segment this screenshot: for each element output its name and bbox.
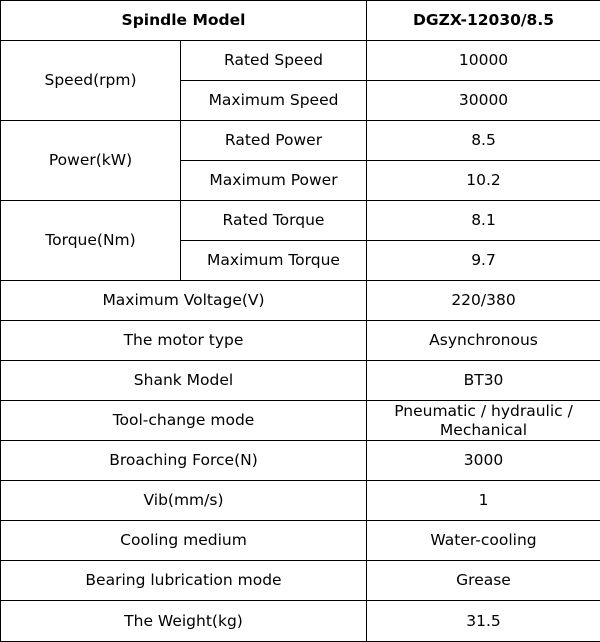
value-cell: 1 — [367, 481, 600, 521]
group-label-torque: Torque(Nm) — [1, 201, 181, 281]
value-cell: Water-cooling — [367, 521, 600, 561]
header-value-cell: DGZX-12030/8.5 — [367, 1, 600, 41]
table-row — [1, 401, 600, 441]
table-row — [1, 41, 600, 81]
table-row — [1, 321, 600, 361]
sub-label-cell: Maximum Power — [181, 161, 367, 201]
value-line: Mechanical — [369, 421, 598, 440]
table-row — [1, 481, 600, 521]
row-label-cell: Broaching Force(N) — [1, 441, 367, 481]
table-row — [1, 601, 600, 642]
value-cell: 8.1 — [367, 201, 600, 241]
sub-label-cell: Maximum Torque — [181, 241, 367, 281]
table-row — [1, 281, 600, 321]
sub-label-cell: Rated Speed — [181, 41, 367, 81]
table-row — [1, 521, 600, 561]
row-label-cell: Vib(mm/s) — [1, 481, 367, 521]
value-cell: 220/380 — [367, 281, 600, 321]
table-row — [1, 561, 600, 601]
group-label-power: Power(kW) — [1, 121, 181, 201]
row-label-cell: The motor type — [1, 321, 367, 361]
table-row — [1, 201, 600, 241]
row-label-cell: Cooling medium — [1, 521, 367, 561]
row-label-cell: Maximum Voltage(V) — [1, 281, 367, 321]
value-cell: 9.7 — [367, 241, 600, 281]
sub-label-cell: Rated Power — [181, 121, 367, 161]
value-cell: BT30 — [367, 361, 600, 401]
value-cell — [367, 401, 600, 441]
table-row — [1, 361, 600, 401]
group-label-speed: Speed(rpm) — [1, 41, 181, 121]
sub-label-cell: Rated Torque — [181, 201, 367, 241]
value-cell: 3000 — [367, 441, 600, 481]
row-label-cell: The Weight(kg) — [1, 601, 367, 642]
value-cell: 10.2 — [367, 161, 600, 201]
table-row — [1, 441, 600, 481]
value-cell: Asynchronous — [367, 321, 600, 361]
row-label-cell: Shank Model — [1, 361, 367, 401]
value-cell: 31.5 — [367, 601, 600, 642]
table-row — [1, 121, 600, 161]
value-line: Pneumatic / hydraulic / — [369, 402, 598, 421]
value-cell: 30000 — [367, 81, 600, 121]
value-cell: 8.5 — [367, 121, 600, 161]
value-cell: 10000 — [367, 41, 600, 81]
table-header-row — [1, 1, 600, 41]
row-label-cell: Tool-change mode — [1, 401, 367, 441]
row-label-cell: Bearing lubrication mode — [1, 561, 367, 601]
header-label-cell: Spindle Model — [1, 1, 367, 41]
value-cell: Grease — [367, 561, 600, 601]
sub-label-cell: Maximum Speed — [181, 81, 367, 121]
